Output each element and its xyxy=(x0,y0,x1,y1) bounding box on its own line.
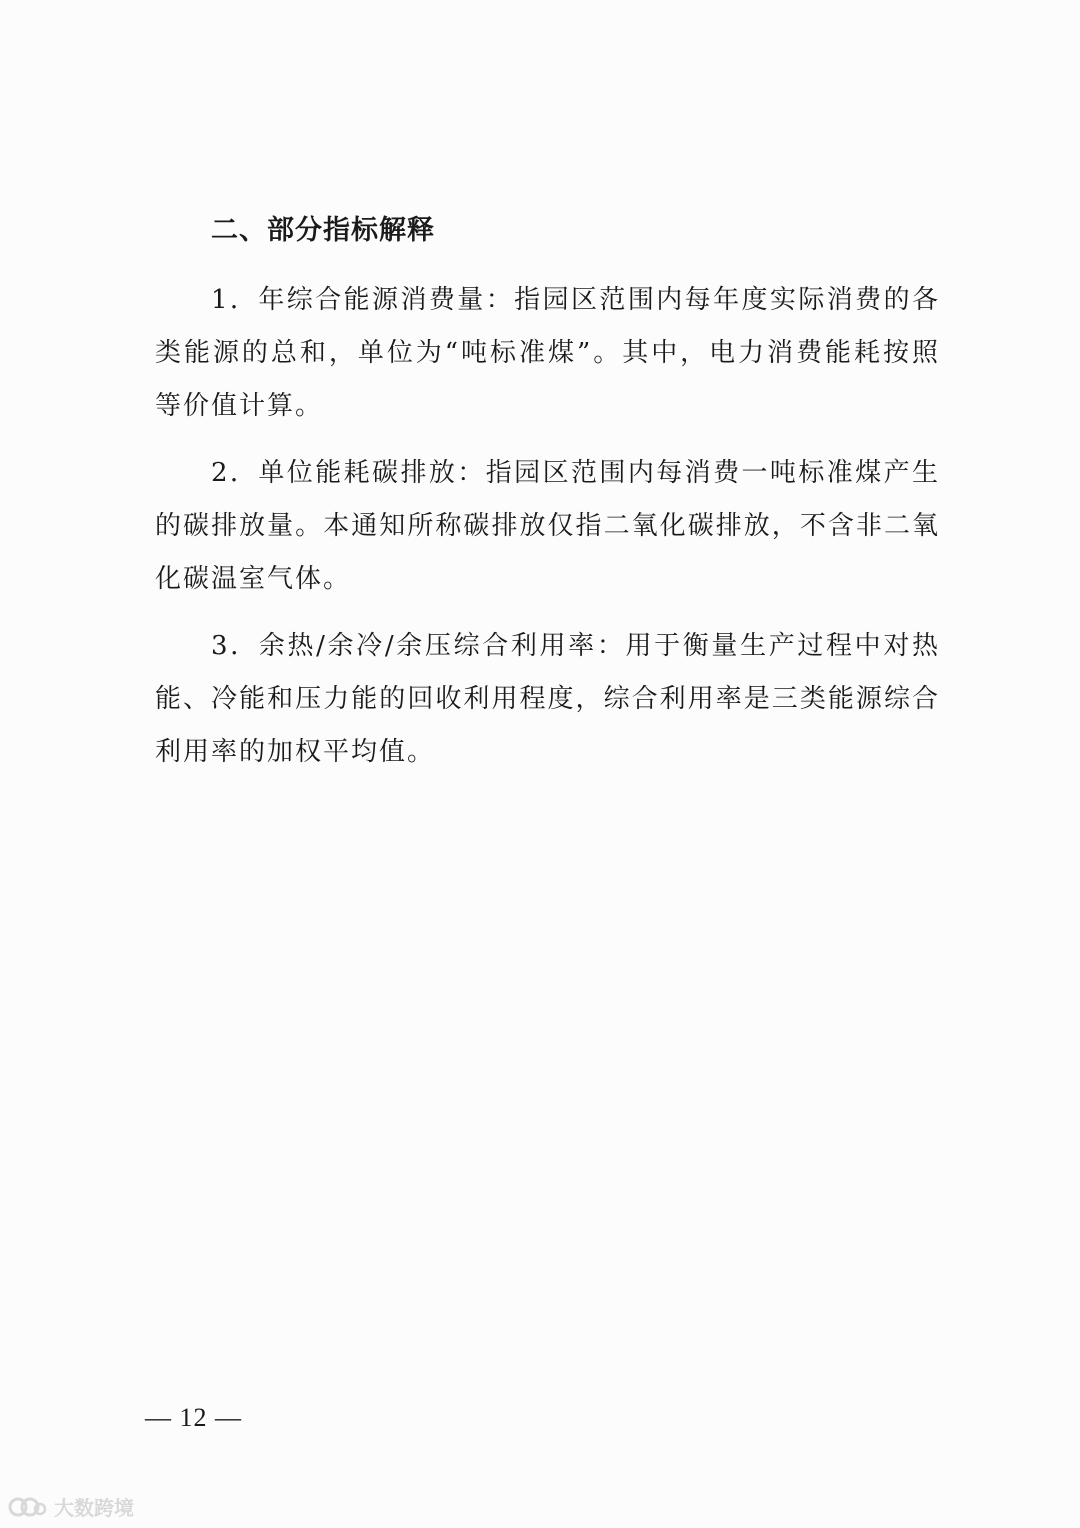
section-heading: 二、部分指标解释 xyxy=(211,215,435,246)
indicator-item-1 xyxy=(155,274,940,433)
item-text: 指园区范围内每年度实际消费的各类能源的总和，单位为“吨标准煤”。其中，电力消费能耗按照等价值计算。 xyxy=(155,285,940,421)
item-text: 指园区范围内每消费一吨标准煤产生的碳排放量。本通知所称碳排放仅指二氧化碳排放，不含非二氧化碳温室气体。 xyxy=(155,458,940,594)
watermark-text: 大数跨境 xyxy=(54,1496,134,1520)
indicator-item-3 xyxy=(155,620,940,779)
item-term: 余热/余冷/余压综合利用率： xyxy=(258,631,626,661)
item-number: 2． xyxy=(211,458,259,488)
item-number: 1． xyxy=(211,285,259,315)
watermark xyxy=(8,1492,134,1521)
item-term: 单位能耗碳排放： xyxy=(258,458,486,488)
indicator-item-2 xyxy=(155,447,940,606)
item-number: 3． xyxy=(211,631,259,661)
item-text: 用于衡量生产过程中对热能、冷能和压力能的回收利用程度，综合利用率是三类能源综合利用率的加权平均值。 xyxy=(155,631,940,767)
brand-logo-icon xyxy=(8,1495,48,1519)
page-number: — 12 — xyxy=(145,1403,242,1432)
item-term: 年综合能源消费量： xyxy=(258,285,515,315)
document-content xyxy=(155,208,940,793)
